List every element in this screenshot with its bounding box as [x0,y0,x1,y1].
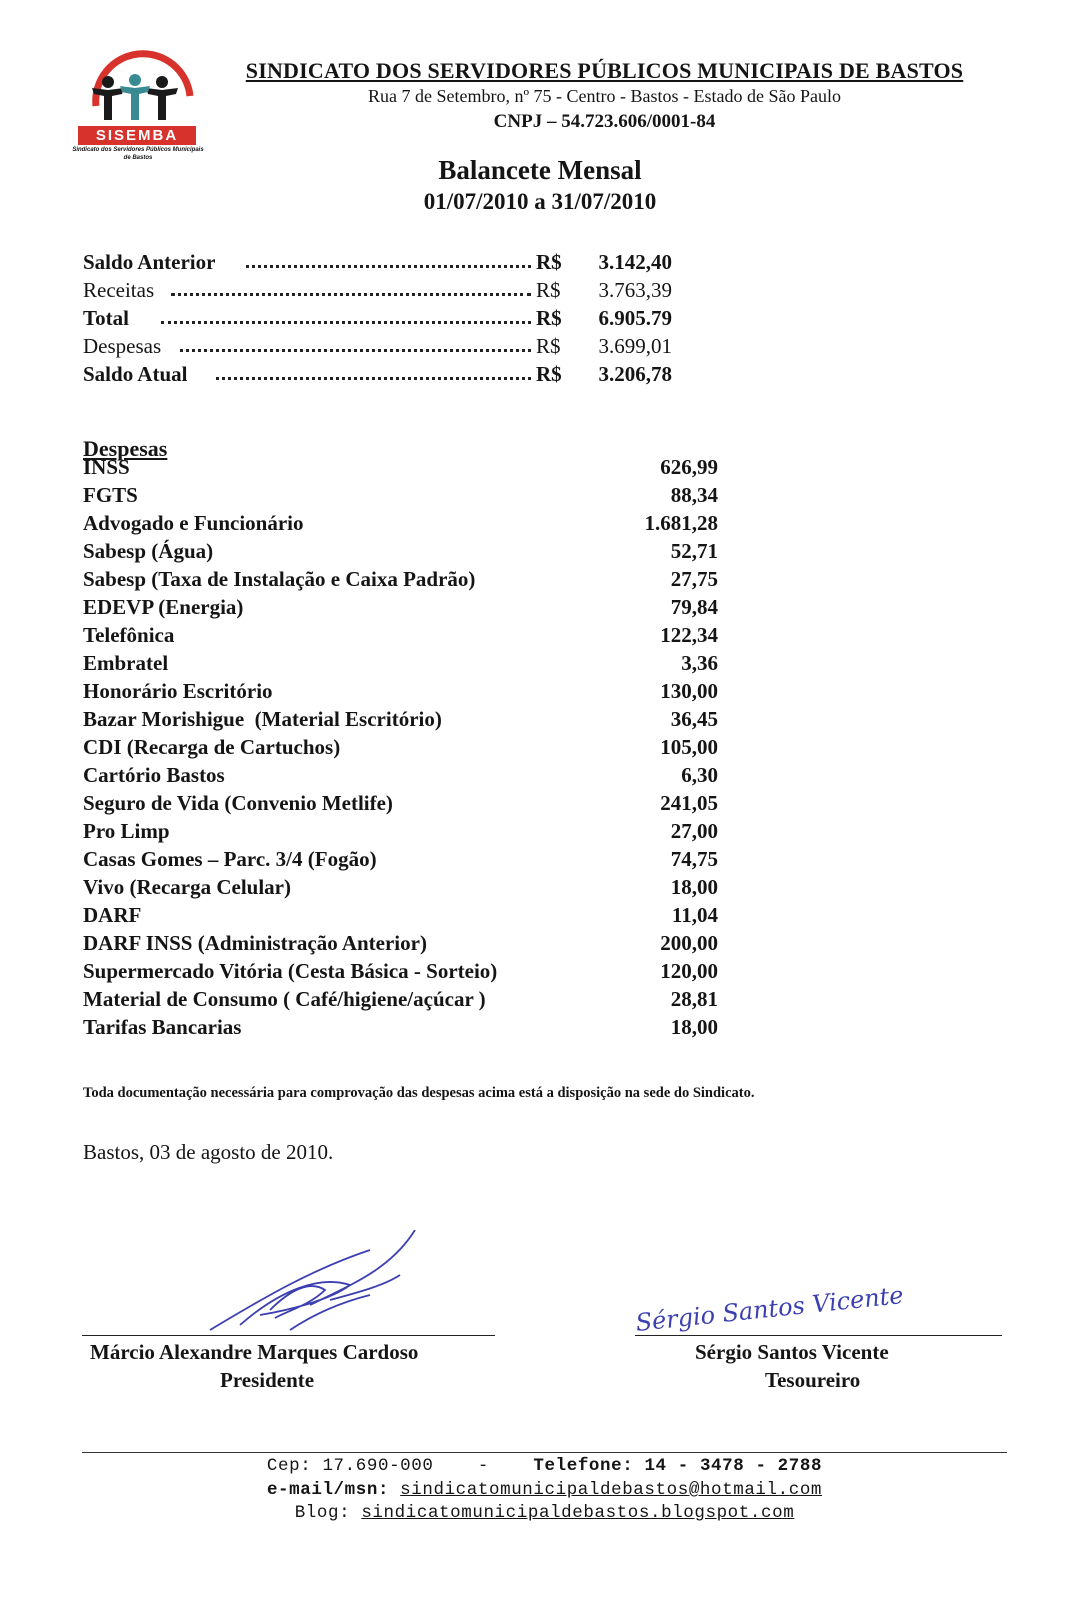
expense-value: 3,36 [681,651,718,675]
organization-name: SINDICATO DOS SERVIDORES PÚBLICOS MUNICIPAIS DE BASTOS [245,58,964,83]
union-people-icon [78,50,198,128]
expense-row [83,707,718,735]
president-role: Presidente [220,1368,315,1392]
footer-email-line [82,1480,1007,1500]
expense-label: Telefônica [83,623,175,647]
footer-email-link[interactable]: sindicatomunicipaldebastos@hotmail.com [400,1480,823,1500]
expense-row [83,819,718,847]
expense-row [83,763,718,791]
expense-row [83,735,718,763]
summary-value: 3.142,40 [598,250,672,274]
expense-value: 11,04 [671,903,718,927]
expense-value: 18,00 [670,1015,718,1039]
expense-value: 27,00 [670,819,718,843]
expense-row [83,483,718,511]
expense-row [83,651,718,679]
summary-currency: R$ [536,278,561,302]
expense-row [83,931,718,959]
treasurer-signature-line [635,1335,1002,1336]
expense-value: 105,00 [660,735,718,759]
expense-label: Tarifas Bancarias [83,1015,242,1039]
summary-label: Saldo Atual [83,362,188,386]
document-period: 01/07/2010 a 31/07/2010 [423,189,657,214]
expense-label: Sabesp (Taxa de Instalação e Caixa Padrão) [83,567,476,591]
summary-row [83,334,673,362]
expense-row [83,847,718,875]
logo-subtitle: Sindicato dos Servidores Públicos Municipais de Bastos [72,147,204,161]
expense-value: 88,34 [670,483,718,507]
expense-label: CDI (Recarga de Cartuchos) [83,735,341,759]
treasurer-role: Tesoureiro [765,1368,861,1392]
expense-label: Bazar Morishigue (Material Escritório) [83,707,442,731]
expense-row [83,455,718,483]
president-signature-line [82,1335,495,1336]
expense-row [83,1015,718,1043]
expenses-heading: Despesas [83,436,168,461]
logo-wordmark: SISEMBA [78,126,196,145]
expense-row [83,987,718,1015]
dot-leader [246,265,531,268]
summary-value: 3.699,01 [598,334,672,358]
president-name: Márcio Alexandre Marques Cardoso [90,1340,419,1364]
expense-label: Material de Consumo ( Café/higiene/açúcar ) [83,987,486,1011]
summary-row [83,306,673,334]
expense-row [83,875,718,903]
expense-row [83,539,718,567]
expense-label: Honorário Escritório [83,679,273,703]
expense-value: 122,34 [660,623,718,647]
expense-value: 200,00 [660,931,718,955]
expense-row [83,623,718,651]
expense-value: 52,71 [670,539,718,563]
expense-label: Casas Gomes – Parc. 3/4 (Fogão) [83,847,377,871]
dot-leader [161,321,531,324]
summary-label: Receitas [83,278,155,302]
expense-row [83,791,718,819]
organization-address: Rua 7 de Setembro, nº 75 - Centro - Bastos - Estado de São Paulo [367,86,841,106]
expense-label: EDEVP (Energia) [83,595,244,619]
summary-row [83,250,673,278]
documentation-note: Toda documentação necessária para comprovação das despesas acima está a disposição na sede do Sindicato. [83,1085,755,1101]
summary-currency: R$ [536,306,562,330]
footer-blog-link[interactable]: sindicatomunicipaldebastos.blogspot.com [361,1503,795,1523]
expense-value: 36,45 [670,707,718,731]
expense-value: 120,00 [660,959,718,983]
expense-label: DARF [83,903,142,927]
expense-row [83,567,718,595]
expense-label: Vivo (Recarga Celular) [83,875,291,899]
summary-currency: R$ [536,334,561,358]
expense-value: 27,75 [670,567,718,591]
summary-row [83,362,673,390]
sisemba-logo [70,50,210,170]
expense-row [83,959,718,987]
expense-row [83,595,718,623]
expense-label: INSS [83,455,130,479]
expense-value: 28,81 [670,987,718,1011]
expense-label: DARF INSS (Administração Anterior) [83,931,427,955]
summary-currency: R$ [536,250,562,274]
footer-blog-line [82,1503,1007,1523]
dot-leader [216,377,531,380]
expense-row [83,903,718,931]
footer-email-label: e-mail/msn: [266,1480,390,1500]
expense-value: 18,00 [670,875,718,899]
expense-value: 241,05 [660,791,718,815]
treasurer-handwritten-signature: Sérgio Santos Vicente [634,1281,905,1337]
expense-label: Pro Limp [83,819,170,843]
expense-row [83,679,718,707]
expense-value: 79,84 [670,595,718,619]
summary-label: Saldo Anterior [83,250,216,274]
document-title: Balancete Mensal [438,155,642,185]
dot-leader [171,293,531,296]
expense-value: 626,99 [660,455,718,479]
summary-row [83,278,673,306]
summary-label: Total [83,306,129,330]
place-and-date: Bastos, 03 de agosto de 2010. [83,1140,334,1164]
organization-cnpj: CNPJ – 54.723.606/0001-84 [493,111,716,132]
expense-value: 130,00 [660,679,718,703]
footer-cep: 17.690-000 [322,1456,434,1476]
expense-label: Supermercado Vitória (Cesta Básica - Sorteio) [83,959,498,983]
summary-value: 3.206,78 [598,362,672,386]
summary-currency: R$ [536,362,562,386]
footer-contact-line: Cep: 17.690-000 - Telefone: 14 - 3478 - 2788 [266,1456,823,1476]
expense-label: Embratel [83,651,169,675]
expense-value: 6,30 [681,763,718,787]
summary-label: Despesas [83,334,162,358]
dot-leader [180,349,531,352]
footer-divider [82,1452,1007,1453]
president-signature-icon [200,1230,440,1340]
footer-phone: 14 - 3478 - 2788 [644,1456,823,1476]
summary-value: 6.905.79 [598,306,672,330]
expense-label: Sabesp (Água) [83,539,214,563]
expense-row [83,511,718,539]
footer-cep-label: Cep: [266,1456,312,1476]
expense-value: 1.681,28 [644,511,718,535]
footer-blog-label: Blog: [294,1503,351,1523]
expense-label: FGTS [83,483,138,507]
treasurer-name: Sérgio Santos Vicente [695,1340,889,1364]
expense-label: Cartório Bastos [83,763,225,787]
expense-label: Seguro de Vida (Convenio Metlife) [83,791,393,815]
footer-phone-label: Telefone: [533,1456,634,1476]
summary-value: 3.763,39 [598,278,672,302]
expense-value: 74,75 [670,847,718,871]
expense-label: Advogado e Funcionário [83,511,304,535]
